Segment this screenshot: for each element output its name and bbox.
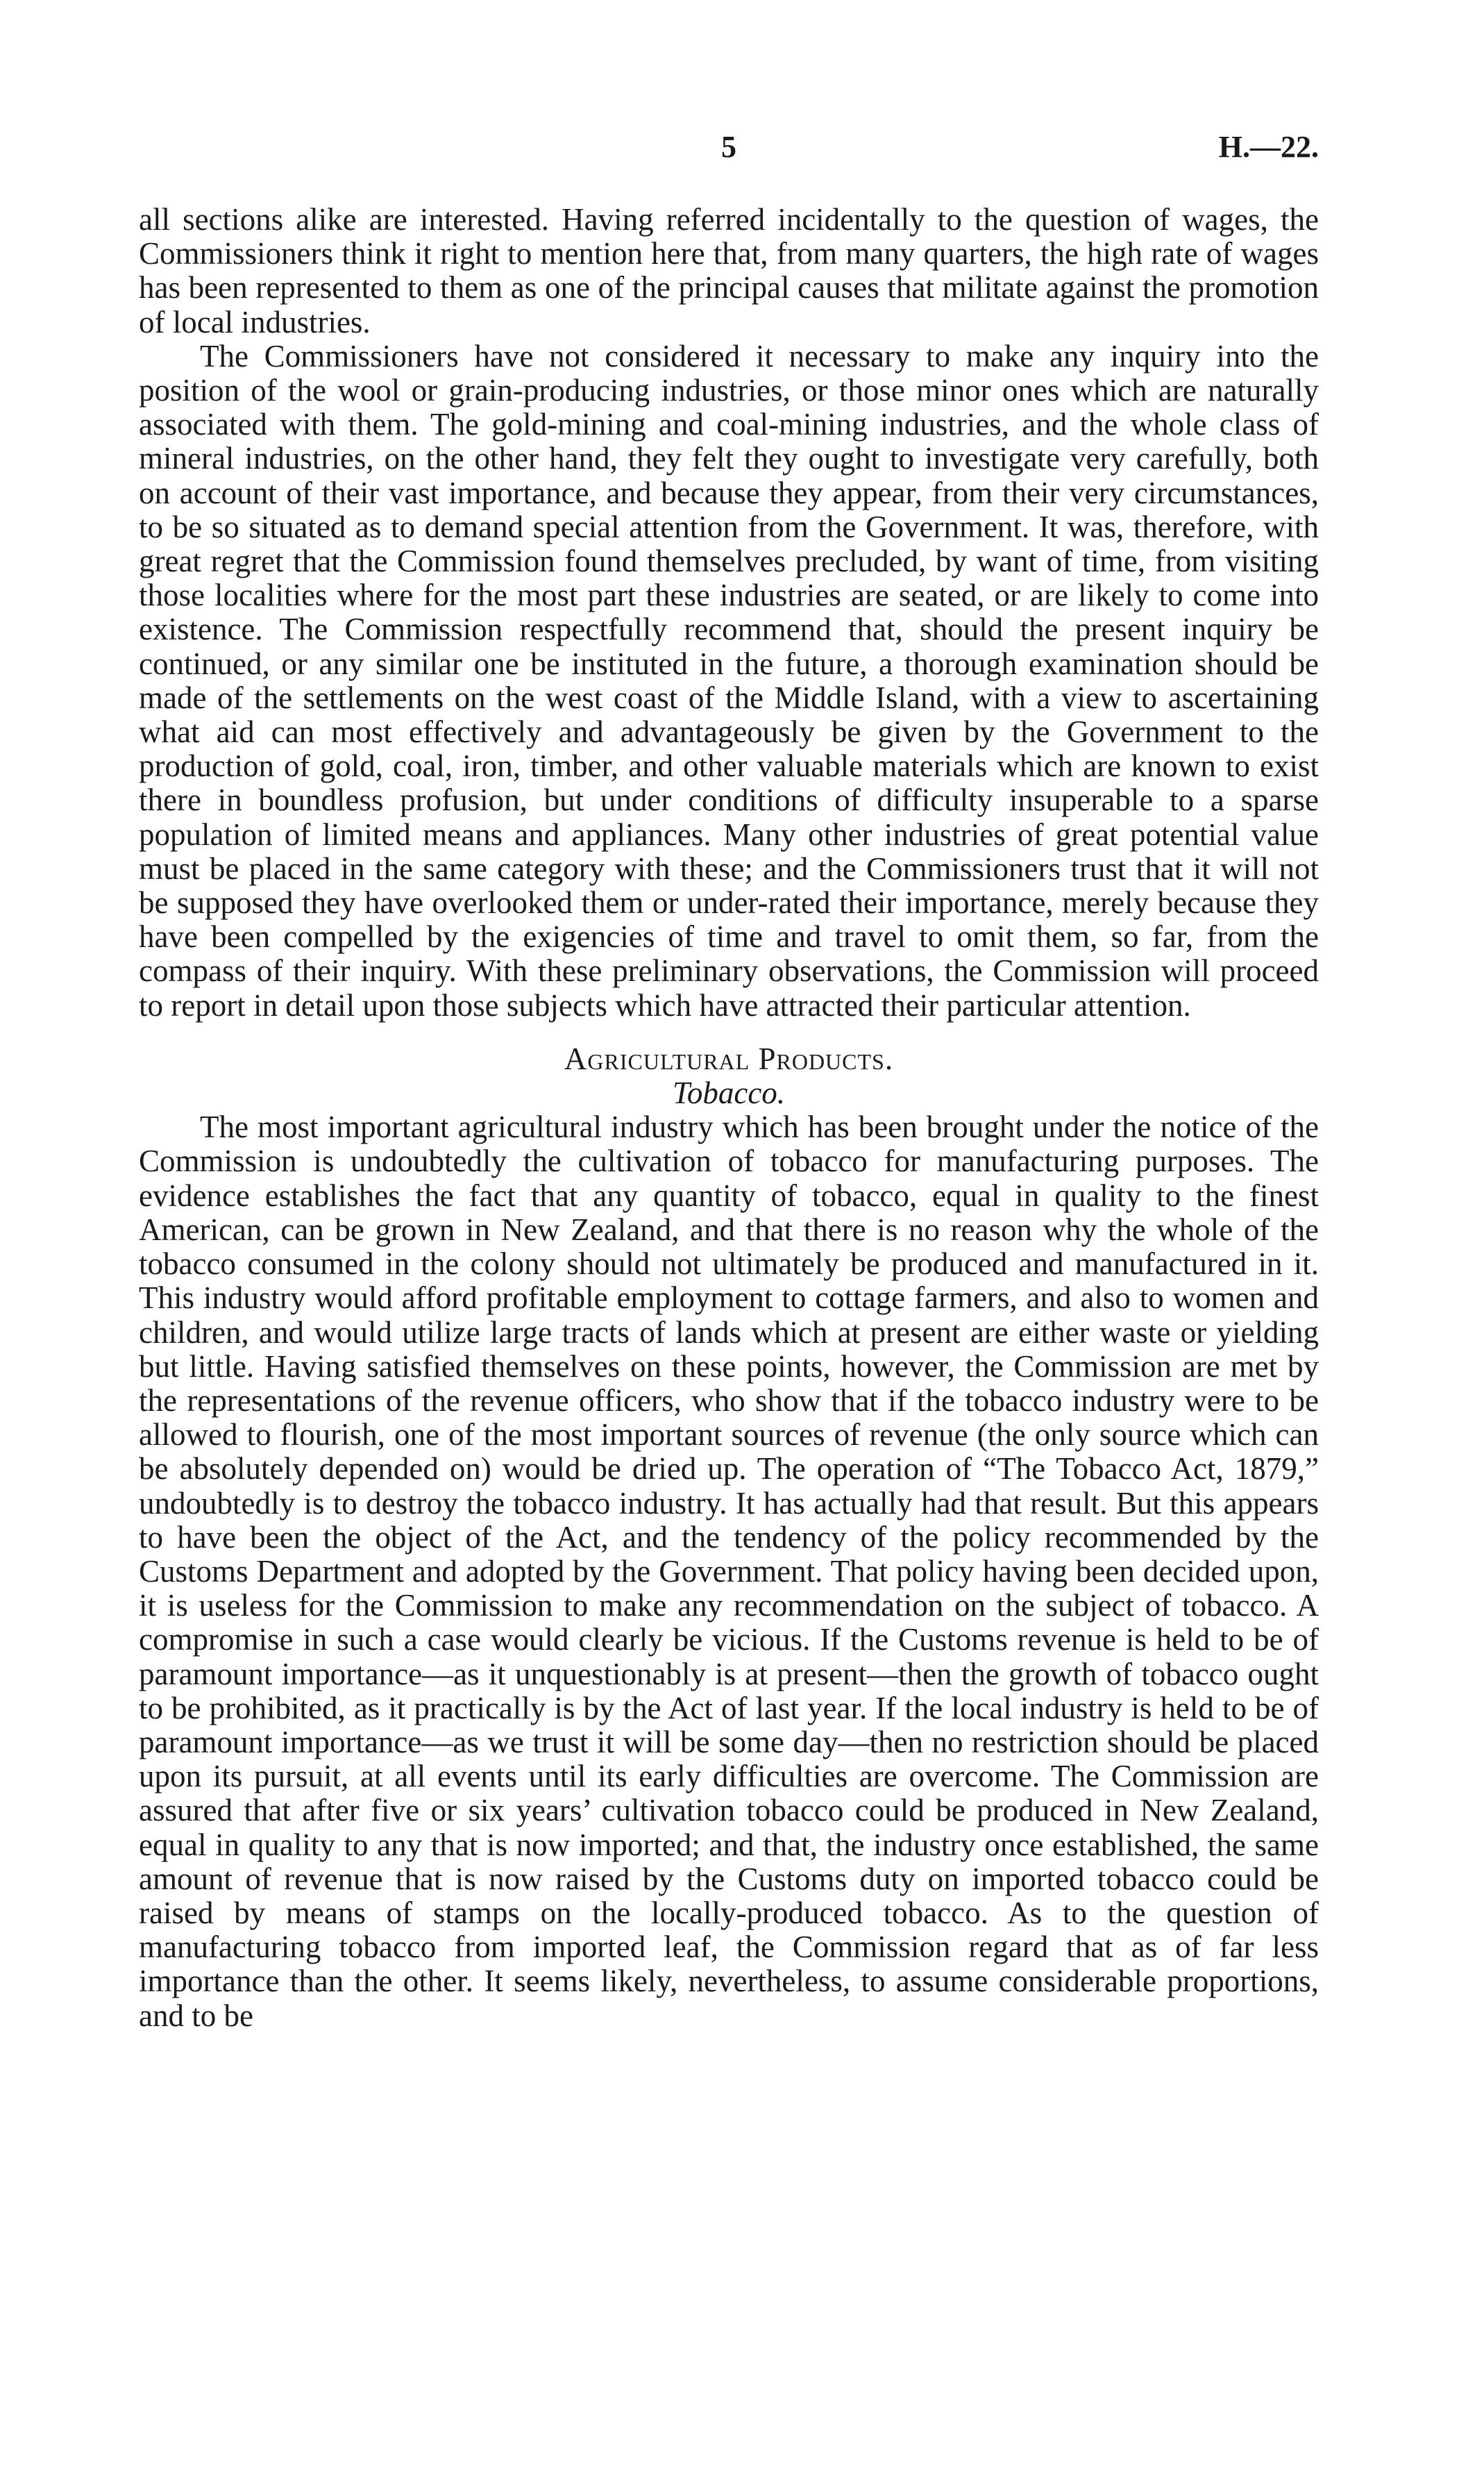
paragraph-tobacco: The most important agricultural industry which has been brought under the notice of the Commission is undoubtedly the cultivation of tobacco for manufacturing purposes. The evidence establishes the fact that any quantity of tobacco, equal in quality to the finest American, can be grown in New Zealand, and that there is no reason why the whole of the tobacco consumed in the colony should not ultimately be produced and manufactured in it. This industry would afford profitable employment to cottage farmers, and also to women and children, and would utilize large tracts of lands which at present are either waste or yielding but little. Having satisfied themselves on these points, however, the Commission are met by the representations of the revenue officers, who show that if the tobacco industry were to be allowed to flourish, one of the most important sources of revenue (the only source which can be absolutely depended on) would be dried up. The operation of “The Tobacco Act, 1879,” undoubtedly is to destroy the tobacco industry. It has actually had that result. But this appears to have been the object of the Act, and the tendency of the policy recommended by the Customs Department and adopted by the Government. That policy having been decided upon, it is useless for the Commission to make any recommendation on the subject of tobacco. A compromise in such a case would clearly be vicious. If the Customs revenue is held to be of paramount importance—as it unquestionably is at present—then the growth of tobacco ought to be prohibited, as it practically is by the Act of last year. If the local industry is held to be of paramount importance—as we trust it will be some day—then no restriction should be placed upon its pursuit, at all events until its early difficulties are overcome. The Commission are assured that after five or six years’ cultivation tobacco could be produced in New Zealand, equal in quality to any that is now imported; and that, the industry once established, the same amount of revenue that is now raised by the Customs duty on imported tobacco could be raised by means of stamps on the locally-produced tobacco. As to the question of manufacturing tobacco from imported leaf, the Commission regard that as of far less importance than the other. It seems likely, nevertheless, to assume considerable proportions, and to be <box>139 1110 1319 2033</box>
report-body <box>139 203 1319 2033</box>
page-number: 5 <box>721 130 736 164</box>
section-heading-agricultural-products: Agricultural Products. <box>564 1041 894 1076</box>
running-header <box>139 129 1319 171</box>
sub-heading-tobacco: Tobacco. <box>672 1076 786 1111</box>
document-reference: H.—22. <box>1218 130 1319 164</box>
paragraph-wages: all sections alike are interested. Having referred incidentally to the question of wages, the Commissioners think it right to mention here that, from many quarters, the high rate of wages has been represented to them as one of the principal causes that militate against the promotion of local industries. <box>139 202 1319 340</box>
paragraph-mineral-industries: The Commissioners have not considered it necessary to make any inquiry into the position of the wool or grain-producing industries, or those minor ones which are naturally associated with them. The gold-mining and coal-mining industries, and the whole class of mineral industries, on the other hand, they felt they ought to investigate very carefully, both on account of their vast importance, and because they appear, from their very circumstances, to be so situated as to demand special attention from the Government. It was, therefore, with great regret that the Commission found themselves precluded, by want of time, from visiting those localities where for the most part these industries are seated, or are likely to come into existence. The Commission respectfully recommend that, should the present inquiry be continued, or any similar one be instituted in the future, a thorough examination should be made of the settlements on the west coast of the Middle Island, with a view to ascertaining what aid can most effectively and advantageously be given by the Government to the production of gold, coal, iron, timber, and other valuable materials which are known to exist there in boundless profusion, but under conditions of difficulty insuperable to a sparse population of limited means and appliances. Many other industries of great potential value must be placed in the same category with these; and the Commissioners trust that it will not be supposed they have overlooked them or under-rated their importance, merely because they have been compelled by the exigencies of time and travel to omit them, so far, from the compass of their inquiry. With these preliminary observations, the Commission will proceed to report in detail upon those subjects which have attracted their particular attention. <box>139 338 1319 1023</box>
